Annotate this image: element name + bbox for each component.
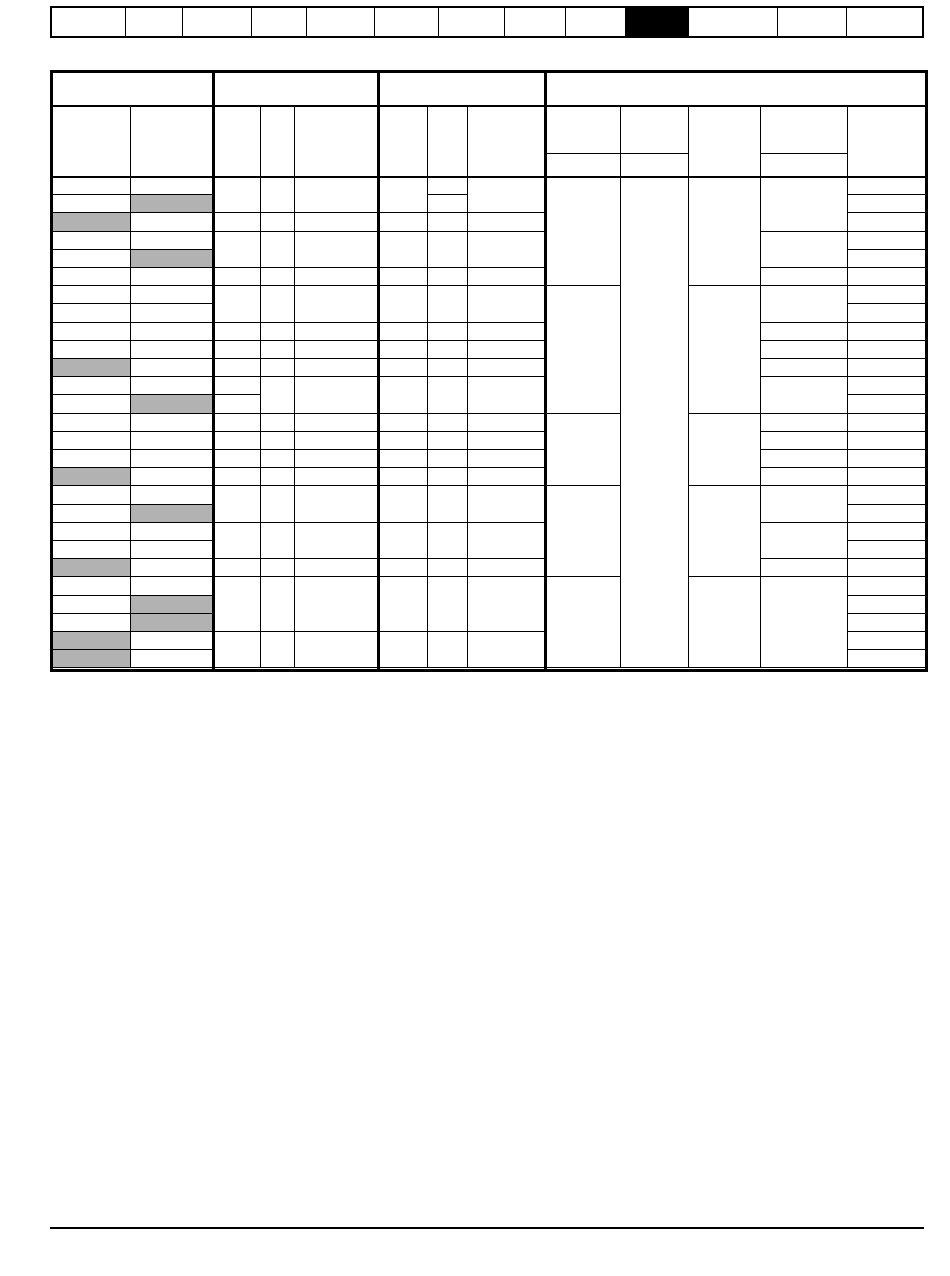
table-cell	[761, 486, 848, 522]
table-cell	[295, 432, 378, 450]
table-cell	[378, 177, 428, 213]
table-cell	[131, 632, 213, 650]
table-cell	[295, 577, 378, 632]
table-cell	[428, 213, 468, 231]
table-cell	[261, 213, 295, 231]
table-cell	[50, 505, 131, 523]
table-cell	[213, 377, 261, 395]
table-cell	[50, 432, 131, 450]
table-cell	[848, 432, 928, 450]
table-cell	[50, 577, 131, 595]
nav-tab-9[interactable]	[566, 8, 627, 36]
table-cell	[131, 432, 213, 450]
table-cell	[468, 323, 545, 341]
table-cell	[428, 523, 468, 559]
table-cell	[378, 632, 428, 668]
table-cell	[428, 486, 468, 522]
table-cell	[428, 286, 468, 322]
footer-divider	[50, 1227, 924, 1229]
table-cell	[261, 468, 295, 486]
column-subheader	[213, 106, 261, 177]
column-subheader	[131, 106, 213, 177]
table-cell	[213, 559, 261, 577]
nav-tab-7[interactable]	[439, 8, 505, 36]
table-cell	[378, 468, 428, 486]
table-cell	[848, 523, 928, 541]
table-cell	[131, 614, 213, 632]
table-cell	[213, 232, 261, 268]
table-cell	[848, 359, 928, 377]
table-cell	[468, 359, 545, 377]
table-cell	[50, 304, 131, 322]
column-group-divider	[212, 70, 215, 672]
column-group-header	[545, 70, 928, 106]
table-cell	[428, 341, 468, 359]
table-cell	[50, 213, 131, 231]
table-cell	[295, 286, 378, 322]
table-cell	[213, 486, 261, 522]
table-cell	[848, 323, 928, 341]
table-cell	[295, 486, 378, 522]
table-cell	[50, 323, 131, 341]
table-cell	[50, 650, 131, 668]
top-navigation-bar	[50, 6, 924, 38]
table-cell	[50, 596, 131, 614]
table-cell	[428, 232, 468, 268]
table-cell	[295, 268, 378, 286]
table-cell	[621, 177, 689, 668]
table-cell	[468, 577, 545, 632]
table-cell	[131, 486, 213, 504]
table-cell	[468, 377, 545, 413]
table-cell	[761, 523, 848, 559]
table-cell	[131, 559, 213, 577]
table-cell	[213, 286, 261, 322]
nav-tab-3[interactable]	[183, 8, 252, 36]
column-group-divider	[377, 70, 380, 672]
table-cell	[848, 250, 928, 268]
table-cell	[689, 177, 761, 286]
table-cell	[131, 596, 213, 614]
nav-tab-6[interactable]	[375, 8, 440, 36]
table-cell	[295, 341, 378, 359]
table-cell	[50, 468, 131, 486]
table-cell	[50, 177, 131, 195]
table-cell	[50, 359, 131, 377]
table-cell	[261, 450, 295, 468]
table-cell	[295, 377, 378, 413]
group-header-rule	[50, 105, 928, 107]
table-cell	[50, 523, 131, 541]
table-cell	[848, 414, 928, 432]
table-cell	[468, 450, 545, 468]
nav-tab-2[interactable]	[126, 8, 184, 36]
table-cell	[761, 359, 848, 377]
table-cell	[468, 414, 545, 432]
table-cell	[848, 232, 928, 250]
table-cell	[131, 541, 213, 559]
table-cell	[50, 541, 131, 559]
table-cell	[213, 323, 261, 341]
table-cell	[848, 450, 928, 468]
table-cell	[378, 486, 428, 522]
table-cell	[131, 414, 213, 432]
table-cell	[295, 632, 378, 668]
table-cell	[545, 577, 621, 668]
table-cell	[295, 414, 378, 432]
table-cell	[848, 341, 928, 359]
table-cell	[468, 232, 545, 268]
table-cell	[428, 195, 468, 213]
table-cell	[848, 505, 928, 523]
table-cell	[545, 177, 621, 286]
table-cell	[50, 614, 131, 632]
table-cell	[761, 414, 848, 432]
nav-tab-13[interactable]	[847, 8, 922, 36]
header-bottom-rule	[50, 176, 928, 178]
table-cell	[468, 213, 545, 231]
table-cell	[131, 650, 213, 668]
column-subheader	[295, 106, 378, 177]
table-cell	[468, 523, 545, 559]
table-cell	[378, 213, 428, 231]
table-cell	[378, 232, 428, 268]
nav-tab-10[interactable]	[626, 8, 689, 36]
table-cell	[848, 632, 928, 650]
table-cell	[261, 341, 295, 359]
table-cell	[689, 486, 761, 577]
table-cell	[131, 195, 213, 213]
table-cell	[848, 213, 928, 231]
table-cell	[848, 286, 928, 304]
table-cell	[468, 432, 545, 450]
table-cell	[131, 505, 213, 523]
table-cell	[689, 286, 761, 413]
column-subheader	[689, 106, 761, 177]
table-cell	[848, 486, 928, 504]
table-cell	[50, 632, 131, 650]
table-cell	[213, 432, 261, 450]
table-cell	[213, 359, 261, 377]
table-cell	[378, 523, 428, 559]
table-cell	[261, 323, 295, 341]
table-cell	[428, 177, 468, 195]
table-cell	[689, 577, 761, 668]
table-cell	[761, 468, 848, 486]
table-cell	[468, 632, 545, 668]
table-cell	[50, 250, 131, 268]
table-cell	[761, 377, 848, 413]
table-cell	[468, 559, 545, 577]
table-cell	[261, 268, 295, 286]
table-cell	[295, 559, 378, 577]
table-cell	[848, 596, 928, 614]
table-cell	[213, 213, 261, 231]
column-subheader	[50, 106, 131, 177]
column-subheader	[428, 106, 468, 177]
table-cell	[261, 377, 295, 413]
table-cell	[295, 323, 378, 341]
table-cell	[378, 268, 428, 286]
column-group-divider	[544, 70, 547, 672]
table-cell	[848, 577, 928, 595]
table-cell	[428, 577, 468, 632]
table-cell	[131, 304, 213, 322]
table-cell	[761, 232, 848, 268]
table-cell	[428, 323, 468, 341]
table-cell	[761, 341, 848, 359]
table-cell	[50, 414, 131, 432]
table-cell	[761, 432, 848, 450]
table-cell	[213, 468, 261, 486]
column-subheader	[545, 106, 621, 154]
table-cell	[378, 286, 428, 322]
table-cell	[261, 577, 295, 632]
nav-tab-11[interactable]	[689, 8, 778, 36]
table-cell	[131, 359, 213, 377]
table-cell	[261, 523, 295, 559]
table-cell	[261, 177, 295, 213]
table-cell	[378, 377, 428, 413]
table-cell	[761, 286, 848, 322]
table-cell	[761, 577, 848, 668]
table-cell	[428, 468, 468, 486]
table-cell	[261, 414, 295, 432]
table-cell	[131, 268, 213, 286]
table-cell	[261, 232, 295, 268]
table-cell	[261, 432, 295, 450]
table-cell	[50, 450, 131, 468]
table-cell	[848, 650, 928, 668]
table-cell	[131, 523, 213, 541]
column-subheader	[261, 106, 295, 177]
table-cell	[761, 268, 848, 286]
table-cell	[468, 486, 545, 522]
table-cell	[50, 341, 131, 359]
table-cell	[295, 359, 378, 377]
column-subheader-unit	[761, 154, 848, 177]
table-cell	[213, 341, 261, 359]
table-cell	[468, 286, 545, 322]
table-cell	[131, 468, 213, 486]
table-cell	[131, 250, 213, 268]
table-cell	[50, 268, 131, 286]
table-cell	[50, 486, 131, 504]
parameter-table	[50, 70, 928, 672]
table-cell	[428, 377, 468, 413]
table-cell	[761, 559, 848, 577]
table-cell	[131, 286, 213, 304]
table-cell	[848, 195, 928, 213]
table-cell	[131, 232, 213, 250]
table-cell	[848, 177, 928, 195]
table-cell	[468, 177, 545, 213]
table-cell	[50, 559, 131, 577]
table-cell	[261, 486, 295, 522]
column-subheader	[468, 106, 545, 177]
table-cell	[848, 268, 928, 286]
table-cell	[689, 414, 761, 487]
table-cell	[378, 341, 428, 359]
table-cell	[295, 450, 378, 468]
table-cell	[378, 450, 428, 468]
table-cell	[131, 395, 213, 413]
table-cell	[848, 468, 928, 486]
table-cell	[295, 213, 378, 231]
table-cell	[428, 414, 468, 432]
table-cell	[295, 177, 378, 213]
table-cell	[213, 632, 261, 668]
table-cell	[131, 213, 213, 231]
table-cell	[295, 468, 378, 486]
table-cell	[468, 268, 545, 286]
nav-tab-1[interactable]	[52, 8, 126, 36]
table-cell	[261, 559, 295, 577]
table-cell	[378, 432, 428, 450]
table-cell	[428, 450, 468, 468]
table-cell	[131, 577, 213, 595]
table-cell	[213, 268, 261, 286]
table-cell	[848, 395, 928, 413]
column-subheader	[761, 106, 848, 154]
table-cell	[213, 523, 261, 559]
table-cell	[50, 377, 131, 395]
column-subheader-unit	[621, 154, 689, 177]
table-cell	[131, 377, 213, 395]
table-cell	[545, 286, 621, 413]
column-group-header	[50, 70, 213, 106]
table-cell	[848, 377, 928, 395]
table-cell	[378, 414, 428, 432]
table-cell	[545, 414, 621, 487]
table-cell	[50, 395, 131, 413]
table-cell	[848, 541, 928, 559]
column-subheader	[621, 106, 689, 154]
column-subheader	[378, 106, 428, 177]
table-cell	[378, 323, 428, 341]
nav-tab-4[interactable]	[252, 8, 307, 36]
nav-tab-12[interactable]	[778, 8, 848, 36]
table-cell	[761, 450, 848, 468]
table-cell	[50, 195, 131, 213]
table-cell	[213, 414, 261, 432]
table-cell	[213, 577, 261, 632]
table-cell	[295, 232, 378, 268]
table-cell	[261, 286, 295, 322]
table-cell	[213, 177, 261, 213]
table-cell	[213, 395, 261, 413]
table-cell	[848, 559, 928, 577]
table-cell	[468, 468, 545, 486]
table-cell	[428, 559, 468, 577]
column-subheader-unit	[545, 154, 621, 177]
table-cell	[761, 323, 848, 341]
nav-tab-5[interactable]	[307, 8, 375, 36]
table-cell	[468, 341, 545, 359]
table-cell	[428, 632, 468, 668]
table-cell	[848, 614, 928, 632]
table-cell	[545, 486, 621, 577]
table-cell	[378, 359, 428, 377]
table-cell	[428, 268, 468, 286]
table-cell	[428, 359, 468, 377]
table-cell	[50, 232, 131, 250]
column-subheader	[848, 106, 928, 177]
table-cell	[261, 359, 295, 377]
table-cell	[761, 177, 848, 232]
table-cell	[131, 341, 213, 359]
table-cell	[848, 304, 928, 322]
table-cell	[295, 523, 378, 559]
table-cell	[428, 432, 468, 450]
table-cell	[50, 286, 131, 304]
table-cell	[131, 450, 213, 468]
table-cell	[378, 559, 428, 577]
column-group-header	[213, 70, 378, 106]
column-group-header	[378, 70, 545, 106]
table-cell	[213, 450, 261, 468]
nav-tab-8[interactable]	[505, 8, 566, 36]
table-cell	[131, 323, 213, 341]
table-cell	[261, 632, 295, 668]
table-cell	[378, 577, 428, 632]
table-cell	[131, 177, 213, 195]
